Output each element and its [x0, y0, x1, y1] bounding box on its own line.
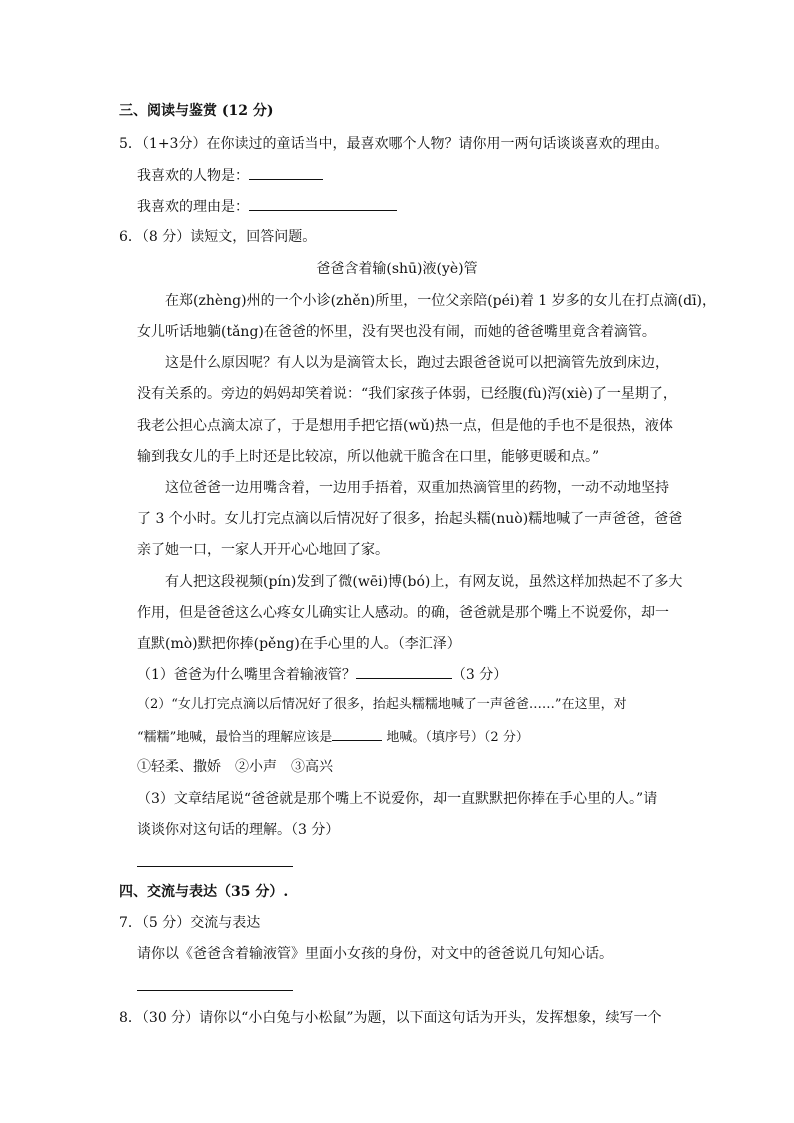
- section-heading-reading: 三、阅读与鉴赏 (12 分): [119, 103, 274, 119]
- reason-answer-blank[interactable]: [249, 196, 397, 211]
- question-5-line-character: [137, 165, 323, 186]
- subquestion-2-line-1: （2）“女儿打完点滴以后情况好了很多，抬起头糯糯地喊了一声爸爸……”在这里，对: [137, 697, 627, 712]
- passage-line: 亲了她一口，一家人开开心心地回了家。: [137, 542, 389, 558]
- subquestion-2-line-2: [137, 726, 529, 748]
- subquestion-2-answer-blank[interactable]: [332, 726, 382, 741]
- question-7-stem: 7．（5 分）交流与表达: [119, 915, 261, 931]
- passage-line: 在郑(zhèng)州的一个小诊(zhěn)所里，一位父亲陪(péi)着 1 岁多的女儿在打点滴(dī)，: [165, 293, 717, 309]
- subquestion-3-line-2: 谈谈你对这句话的理解。（3 分）: [137, 822, 340, 838]
- question-6-stem: 6．（8 分）读短文，回答问题。: [119, 229, 317, 245]
- subquestion-1-answer-blank[interactable]: [356, 664, 452, 679]
- subquestion-2-options: ①轻柔、撒娇 ②小声 ③高兴: [137, 759, 333, 775]
- question-5-line-reason: [137, 196, 397, 217]
- question-8-stem: 8．（30 分）请你以“小白兔与小松鼠”为题，以下面这句话为开头，发挥想象，续写一个: [119, 1010, 662, 1026]
- character-answer-blank[interactable]: [249, 165, 323, 180]
- subquestion-1-text: （1）爸爸为什么嘴里含着输液管？: [137, 667, 356, 683]
- passage-line: 我老公担心点滴太凉了，于是想用手把它捂(wǔ)热一点，但是他的手也不是很热，液体: [137, 418, 673, 434]
- question-5-stem: 5．（1+3分）在你读过的童话当中，最喜欢哪个人物？请你用一两句话谈谈喜欢的理由。: [119, 136, 669, 152]
- subquestion-3-line-1: （3）文章结尾说“爸爸就是那个嘴上不说爱你，却一直默默把你捧在手心里的人。”请: [137, 791, 658, 807]
- passage-line: 直默(mò)默把你捧(pěng)在手心里的人。（李汇泽）: [137, 636, 461, 652]
- question-7-answer-line[interactable]: [137, 990, 293, 991]
- passage-title: 爸爸含着输(shū)液(yè)管: [316, 261, 478, 277]
- section-heading-expression: 四、交流与表达（35 分）.: [119, 884, 289, 900]
- subquestion-1-score: （3 分）: [451, 667, 508, 683]
- passage-line: 这位爸爸一边用嘴含着，一边用手捂着，双重加热滴管里的药物，一动不动地坚持: [165, 480, 669, 496]
- passage-line: 女儿听话地躺(tǎng)在爸爸的怀里，没有哭也没有闹，而她的爸爸嘴里竟含着滴管。: [137, 324, 656, 340]
- passage-line: 作用，但是爸爸这么心疼女儿确实让人感动。的确，爸爸就是那个嘴上不说爱你，却一: [137, 605, 669, 621]
- passage-line: 了 3 个小时。女儿打完点滴以后情况好了很多，抬起头糯(nuò)糯地喊了一声爸爸，爸爸: [137, 511, 683, 527]
- subquestion-1: [137, 664, 507, 685]
- reason-label: 我喜欢的理由是：: [137, 199, 249, 215]
- passage-line: 有人把这段视频(pín)发到了微(wēi)博(bó)上，有网友说，虽然这样加热起不了多大: [165, 574, 683, 590]
- passage-line: 输到我女儿的手上时还是比较凉，所以他就干脆含在口里，能够更暖和点。”: [137, 449, 600, 465]
- subquestion-2-prompt: “糯糯”地喊，最恰当的理解应该是: [137, 730, 333, 745]
- passage-line: 没有关系的。旁边的妈妈却笑着说：“我们家孩子体弱，已经腹(fù)泻(xiè)了一星期了，: [137, 386, 677, 402]
- question-7-prompt: 请你以《爸爸含着输液管》里面小女孩的身份，对文中的爸爸说几句知心话。: [137, 946, 613, 962]
- subquestion-2-instruction: 地喊。（填序号）（2 分）: [382, 730, 529, 745]
- passage-line: 这是什么原因呢？有人以为是滴管太长，跑过去跟爸爸说可以把滴管先放到床边，: [165, 355, 669, 371]
- character-label: 我喜欢的人物是：: [137, 168, 249, 184]
- subquestion-3-answer-line[interactable]: [137, 866, 293, 867]
